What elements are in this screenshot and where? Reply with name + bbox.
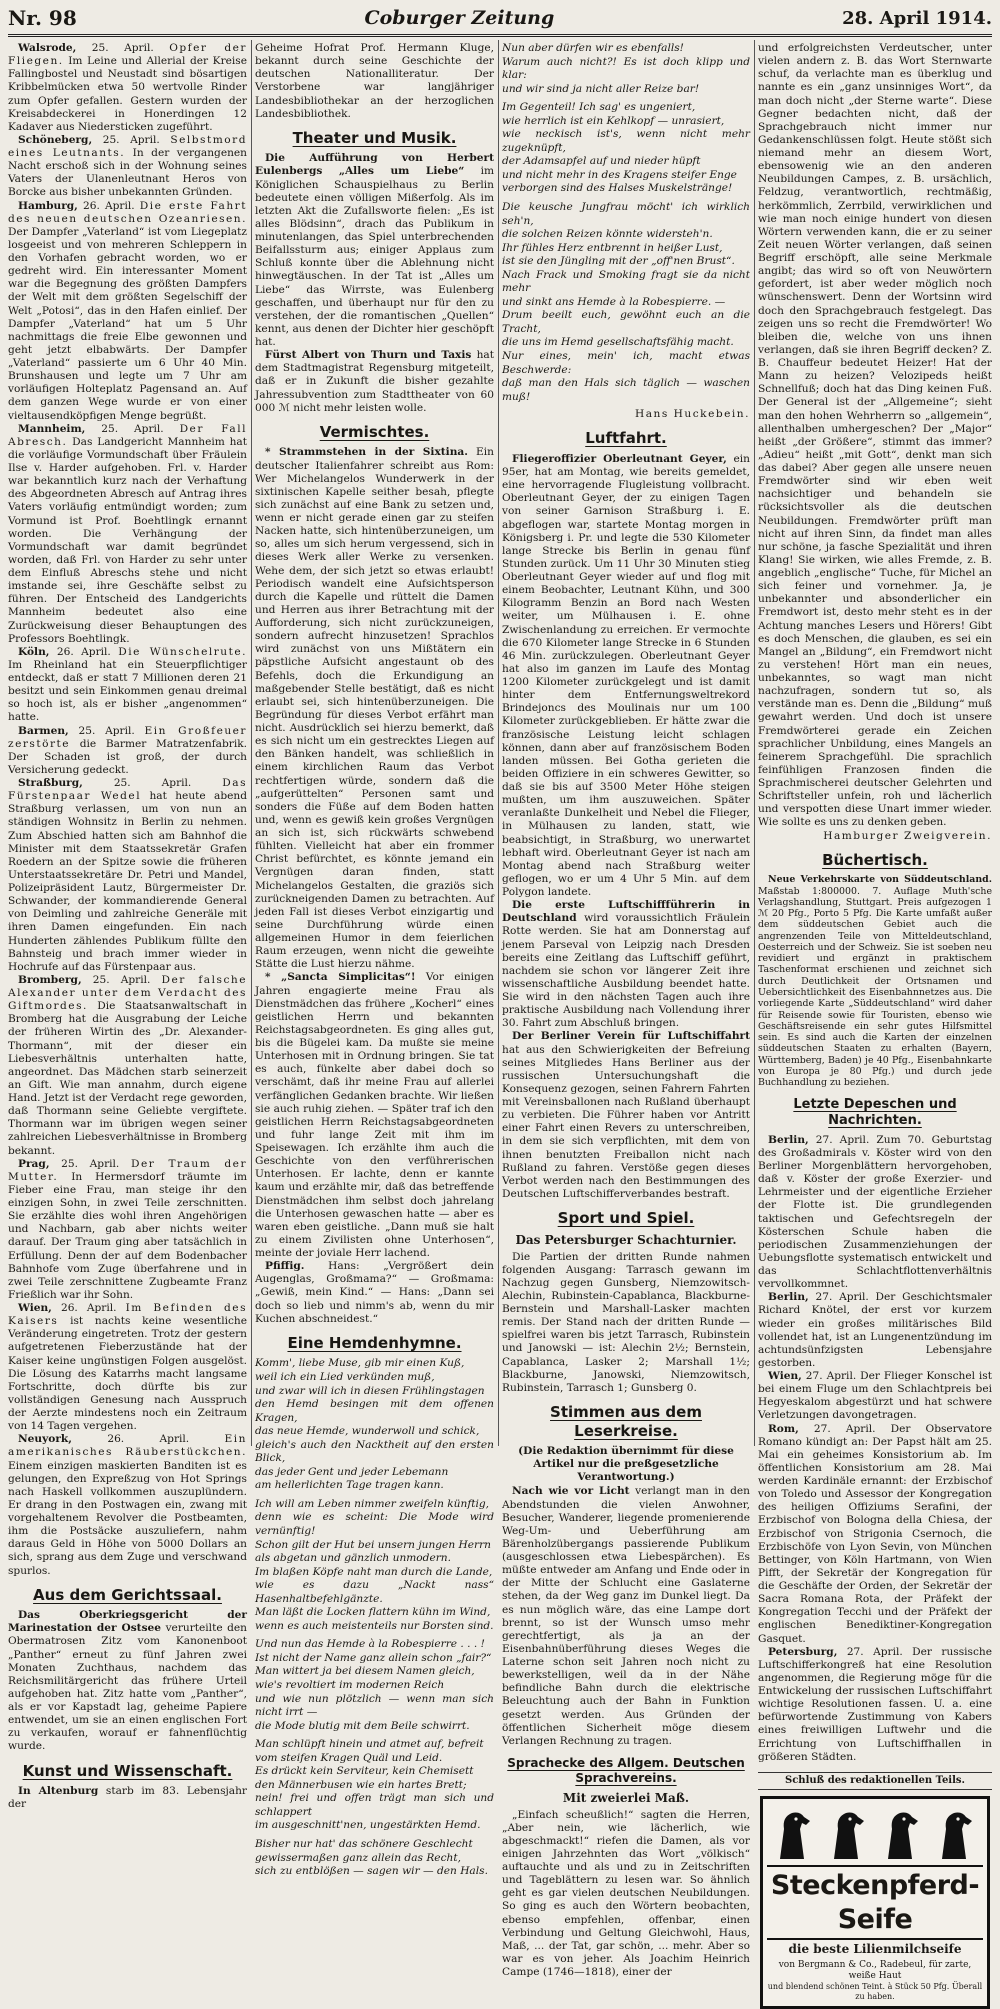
article-text: verurteilte den Obermatrosen Zitz vom Kanonenboot „Panther“ erneut zu fünf Jahren zwei Monaten Zuchthaus, nachdem das Reichsmilitärgericht das frühere Urteil aufgehoben hat. Zitz hatte vom „Panther“, als er vor Kapstadt lag, geheime Papiere entwendet, um sie an einen englischen Fort zu verkaufen, worauf er fahnenflüchtig wurde. <box>8 1622 248 1753</box>
poem-continuation <box>502 42 750 404</box>
article-thurn-taxis <box>255 349 494 415</box>
poem-line: Komm', liebe Muse, gib mir einen Kuß, <box>255 1357 465 1370</box>
ad-brand: Steckenpferd-Seife <box>767 1865 983 1940</box>
section-heading-kunst: Kunst und Wissenschaft. <box>22 1761 233 1780</box>
hobby-horse-icon <box>824 1809 872 1861</box>
article-verkehrskarte <box>758 874 992 1088</box>
dateline: Rom, <box>768 1422 799 1435</box>
poem-line: ist sie den Jüngling mit der „off'nen Brust“. <box>502 255 735 268</box>
poem-line: und nicht mehr in des Kragens steifer Enge <box>502 168 737 181</box>
article-lead: Die Aufführung von Herbert Eulenbergs „Alles um Liebe“ <box>255 152 494 178</box>
article-altenburg <box>8 1785 247 1811</box>
article-licht <box>502 1485 750 1748</box>
dateline: Straßburg, <box>18 777 83 789</box>
article-date: 26. April. <box>83 199 135 212</box>
article-strassburg <box>8 777 247 974</box>
poem-line: Schon gilt der Hut bei unsern jungen Herrn <box>255 1538 491 1551</box>
poem-line: und sinkt ans Hemde à la Robespierre. — <box>502 295 726 308</box>
poem-line: der Adamsapfel auf und nieder hüpft <box>502 155 701 168</box>
section-heading-hemdenhymne: Eine Hemdenhymne. <box>287 1333 462 1352</box>
article-prag <box>8 1158 247 1302</box>
article-lead: Pfiffig. <box>265 1260 305 1273</box>
dateline: Berlin, <box>768 1133 809 1146</box>
article-berliner-verein <box>502 1030 750 1201</box>
article-lead: Der Berliner Verein für Luftschiffahrt <box>512 1030 750 1043</box>
poem-line: sich zu entblößen — sagen wir — den Hals. <box>255 1865 488 1878</box>
article-text: Der russische Luftschifferkongreß hat eine Resolution angenommen, die Regierung möge für die Entwickelung der russischen Luftschiffahrt wichtige Resolutionen fassen. U. a. eine befürwortende Zustimmung von Kabers eines freiwilligen Luftwehr und die Errichtung von Luftschiffhallen in größeren Städten. <box>758 1645 992 1763</box>
article-date: 27. April. <box>813 1422 876 1435</box>
article-text: im Königlichen Schauspielhaus zu Berlin bedeutete einen völligen Mißerfolg. Als im letzten Akt die Zufallsworte fielen: „Es ist alles Blödsinn“, drach das Publikum in minutenlangen, das Spiel unterbrechenden Beifallssturm aus; einiger Applaus zum Schluß konnte über die Ablehnung nicht hinwegtäuschen. In der Tat ist „Alles um Liebe“ das Wirrste, was Eulenberg geschaffen, und überhaupt nur für den zu verstehen, der die romantischen „Quellen“ kennt, aus denen der Dichter hier geschöpft hat. <box>255 165 495 349</box>
article-text: Im Leine und Allerial der Kreise Fallingbostel und Neustadt sind bösartigen Kribbelmücken etwa 50 wertvolle Rinder zum Opfer gefallen. Gestern wurden der Kreisabdeckerei in Honerdingen 12 Kadaver aus Niedersticken zugeführt. <box>8 55 247 133</box>
article-lead: Der Traum der Mutter. <box>8 1157 248 1183</box>
dateline: Wien, <box>18 1302 52 1314</box>
subheading-schachturnier: Das Petersburger Schachturnier. <box>515 1232 737 1247</box>
poem-line: gewissermaßen ganz allein das Recht, <box>255 1851 461 1864</box>
article-lead: Opfer der Fliegen. <box>8 42 247 68</box>
masthead-rule <box>8 34 992 37</box>
advertisement-steckenpferd <box>760 1796 990 2009</box>
hobby-horse-illustration <box>767 1803 983 1861</box>
poem-hemdenhymne <box>255 1357 494 1878</box>
dateline: Berlin, <box>768 1291 809 1304</box>
ad-tagline: und blendend schönen Teint. à Stück 50 Pfg. Überall zu haben. <box>767 1982 983 2002</box>
article-date: 25. April. <box>101 422 164 435</box>
article-mannheim <box>8 423 247 646</box>
article-date: 25. April. <box>78 724 135 737</box>
issue-date: 28. April 1914. <box>842 7 992 29</box>
column-3 <box>502 42 750 1979</box>
hobby-horse-icon <box>878 1809 926 1861</box>
poem-line: weil ich ein Lied verkünden muß, <box>255 1370 435 1383</box>
newspaper-title: Coburger Zeitung <box>364 7 555 29</box>
article-lead: Im Befinden des Kaisers <box>8 1302 248 1328</box>
section-heading-theater: Theater und Musik. <box>292 128 457 147</box>
section-heading-sprachecke: Sprachecke des Allgem. Deutschen Sprachvereins. <box>507 1755 745 1785</box>
article-lead: In Altenburg <box>18 1785 99 1798</box>
poem-line: nein! frei und offen trägt man sich und schlappert <box>255 1792 494 1818</box>
article-lead: Ein Großfeuer zerstörte <box>8 724 247 750</box>
dispatch-berlin-koester <box>758 1134 992 1292</box>
article-continuation: Geheime Hofrat Prof. Hermann Kluge, bekannt durch seine Geschichte der deutschen Nationalliteratur. Der Verstorbene war langjähriger Landesbibliothekar an der herzoglichen Landesbibliothek. <box>255 42 494 120</box>
poem-line: und wir sind ja nicht aller Reize bar! <box>502 82 700 95</box>
issue-number: Nr. 98 <box>8 6 77 30</box>
masthead <box>8 4 992 32</box>
poem-line: den Männerbusen wie ein hartes Brett; <box>255 1778 467 1791</box>
poem-line: und zwar will ich in diesen Frühlingstagen <box>255 1384 485 1397</box>
article-date: 25. April. <box>113 777 192 789</box>
article-eulenberg <box>255 152 494 349</box>
section-heading-gerichtssaal: Aus dem Gerichtssaal. <box>33 1585 222 1604</box>
article-text: starb im 83. Lebensjahr der <box>8 1785 247 1811</box>
article-text: Hans: „Vergrößert dein Augenglas, Großmama?“ — Großmama: „Gewiß, mein Kind.“ — Hans: „Dann sei doch so lieb und nimm's ab, wenn du mir Kuchen abschneidest.“ <box>255 1260 494 1325</box>
column-divider <box>251 40 252 1446</box>
poem-line: im ausgeschnitt'nen, ungestärkten Hemd. <box>255 1819 481 1832</box>
article-text: In Hermersdorf träumte im Fieber eine Frau, man steige ihr den einzigen Sohn, in zwei Teile zerschnitten. Sie erzählte dies wohl ihren Angehörigen und Nachbarn, gab aber nichts weiter darauf. Der Traum ging aber tatsächlich in Erfüllung. Denn der auf dem Bodenbacher Bahnhofe vom Zuge überfahrene und in zwei Teile zerschnittene Zugbeamte Franz Frießlich war ihr Sohn. <box>8 1170 248 1301</box>
section-heading-vermischtes: Vermischtes. <box>319 422 430 441</box>
article-barmen <box>8 725 247 778</box>
article-continuation: und erfolgreichsten Verdeutscher, unter vielen andern z. B. das Wort Sternwarte schuf, da verlachte man es überklug und nannte es ein „ganz unsinniges Wort“, da man doch nicht „der Sterne warte“. Diese Gegner bedachten nicht, daß der Sprachgebrauch nicht immer nur Gedankenschlüssen folgt. Heute stößt sich niemand mehr an diesem Wort, ebensowenig wie an den anderen Neubildungen Campes, z. B. ursächlich, Feldzug, verantwortlich, rechtmäßig, herkömmlich, Zerrbild, verwirklichen und wie man noch einige hundert von diesen Wörtern verwenden kann, die er zu seiner Zeit neuen Wörter verlangen, daß seinen Begriff erschöpft, alle seine Merkmale angibt; das wird so oft von Neuwörtern gefordert, ist aber weder möglich noch wünschenswert. Denn der Wortsinn wird doch den Sprachgebrauch festgelegt. Das zeigen uns so recht die Fremdwörter! Wo bleiben die, welche von uns ihnen verlangen, daß sie ihren Begriff decken? Z. B. Chauffeur bedeutet Heizer! Hat der Mann zu heizen? Velozipeds heißt Schnellfuß; doch hat das Ding keinen Fuß. Der General ist der „Allgemeine“; sieht man den hohen Wehrherrn so „allgemein“, allenthalben umhergeschen? Der „Major“ heißt „der Größere“, stimmt das immer? „Adieu“ heißt „mit Gott“, denkt man sich das dabei? Aber gegen alle unsere neuen Fremdwörter sind wir eben weit nachsichtiger und behandeln sie rücksichtsvoller als die deutschen Neubildungen. Fremdwörter prüft man nicht auf ihren Sinn, da findet man alles nur schöne, ja fasche Spezialität und ihren Klang! Sie wirken, wie alles Fremde, z. B. angeblich „englische“ Tuche, für Michel an sich feiner und vornehmer. Ja, je unbekannter und absonderlicher ein Fremdwort ist, desto mehr steht es in der Achtung manches Lesers und Hörers! Gibt es doch Menschen, die glauben, es sei ein Mangel an „Bildung“, ein Fremdwort nicht zu verstehen! Hört man ein neues, unbekanntes, so wagt man nicht nachzufragen, sondern tut so, als verstände man es. Denn die „Bildung“ muß gewahrt werden. Und doch ist unsere Fremdwörterei gerade ein Zeichen sprachlicher Unbildung, eines Mangels an feinerem Sprachgefühl. Die sprachlich feinfühligen Franzosen finden die Sprachmischerei deutscher Gelehrten und Schriftsteller unfein, roh und lächerlich und verspotten diese Unart immer wieder. Wie sollte es uns zu denken geben. <box>758 42 992 829</box>
article-lead: Ein amerikanisches Räuberstückchen. <box>8 1433 247 1459</box>
article-lead: * Strammstehen in der Sixtina. <box>265 446 468 459</box>
dateline: Barmen, <box>18 724 69 737</box>
column-1 <box>8 42 248 1811</box>
article-date: 25. April. <box>102 133 160 146</box>
column-4 <box>758 42 993 2002</box>
article-date: 26. April. <box>56 645 111 658</box>
poem-line: wie neckisch ist's, wenn nicht mehr zugeknüpft, <box>502 128 750 154</box>
article-text: Im Rheinland hat ein Steuerpflichtiger entdeckt, daß er statt 7 Millionen deren 21 besitzt und sein Einkommen genau dreimal so hoch ist, als er bisher „angenommen“ hatte. <box>8 658 247 724</box>
article-lead: Fliegeroffizier Oberleutnant Geyer, <box>512 452 727 465</box>
article-text: Die Staatsanwaltschaft in Bromberg hat die Ausgrabung der Leiche der früheren Wirtin des „Dr. Alexander-Thormann“, mit der dieser ein Liebesverhältnis unterhalten hatte, angeordnet. Das Mädchen starb seinerzeit an Gift. Wie man annahm, durch eigene Hand. Jetzt ist der Verdacht rege geworden, daß Thormann seine Geliebte vergiftete. Thormann war im übrigen wegen seiner zahlreichen Liebesverhältnisse in Bromberg bekannt. <box>8 1000 247 1157</box>
poem-line: Im blaßen Köpfe naht man durch die Lande, <box>255 1565 493 1578</box>
poem-line: als abgetan und gänzlich unmodern. <box>255 1552 451 1565</box>
poem-line: Man wittert ja bei diesem Namen gleich, <box>255 1665 475 1678</box>
article-text: hat aus den Schwierigkeiten der Befreiung seines Mitgliedes Hans Berliner aus der russischen Untersuchungshaft die Konsequenz gezogen, seinen Fahrern Fahrten mit Vereinsballonen nach Rußland überhaupt zu verbieten. Die Führer haben vor Antritt einer Fahrt einen Revers zu unterschreiben, in dem sie sich verpflichten, mit dem von ihnen benutzten Freiballon nicht nach Rußland zu fahren. Verstöße gegen dieses Verbot werden nach den Bestimmungen des Deutschen Luftschifferverbandes bestraft. <box>502 1043 750 1200</box>
article-date: 25. April. <box>91 42 154 54</box>
dateline: Neuyork, <box>18 1433 72 1446</box>
article-date: 26. April. <box>60 1302 117 1314</box>
article-geyer <box>502 453 750 899</box>
poem-line: Es drückt kein Serviteur, kein Chemisett <box>255 1765 474 1778</box>
poem-line: wenn es auch meistenteils nur Borsten sind. <box>255 1619 494 1632</box>
dateline: Mannheim, <box>18 422 86 435</box>
article-lead: Der falsche Alexander unter dem Verdacht des Giftmordes. <box>8 973 247 1013</box>
article-lead: Das Fürstenpaar Wedel <box>8 777 248 803</box>
article-luftschiffuehrerin <box>502 899 750 1030</box>
poem-line: wie's revoltiert im modernen Reich <box>255 1678 445 1691</box>
poem-line: den Hemd besingen mit dem offenen Kragen, <box>255 1398 494 1424</box>
subheading-zweierlei-mass: Mit zweierlei Maß. <box>562 1790 690 1805</box>
article-bromberg <box>8 974 247 1158</box>
article-schoeneberg <box>8 134 247 200</box>
poem-line: wie es dazu „Nackt nass“ Hasenhaltbefehlgänzte. <box>255 1579 494 1605</box>
article-text: In der vergangenen Nacht erschoß sich in der Wohnung seines Vaters der Ulanenleutnant Heros von Borcke aus bisher unbekannten Gründen. <box>8 147 247 199</box>
article-koeln <box>8 646 247 725</box>
dispatch-petersburg <box>758 1646 992 1764</box>
poem-line: das jeder Gent und jeder Lebemann <box>255 1465 449 1478</box>
poem-line: Bisher nur hat' das schönere Geschlecht <box>255 1838 473 1850</box>
column-divider <box>754 40 755 1446</box>
section-heading-luftfahrt: Luftfahrt. <box>585 429 667 448</box>
poem-line: am hellerlichten Tage tragen kann. <box>255 1479 444 1492</box>
poem-line: Nun aber dürfen wir es ebenfalls! <box>502 42 684 54</box>
article-text: Maßstab 1:800000. 7. Auflage Muth'sche Verlagshandlung, Stuttgart. Preis aufgezogen 1 ℳ 20 Pfg., Porto 5 Pfg. Die Karte umfaßt außer dem süddeutschen Gebiet auch die angrenzenden Teile von Mitteldeutschland, Oesterreich und der Schweiz. Sie ist soeben neu revidiert und ergänzt in praktischem Taschenformat erschienen und zeichnet sich durch Deutlichkeit der Ortsnamen und Uebersichtlichkeit des Eisenbahnnetzes aus. Die vorliegende Karte „Süddeutschland“ wird daher für Reisende sowie für Touristen, ebenso wie Geschäftsreisende ein sehr gutes Hilfsmittel sein. Es sind auch die Karten der einzelnen süddeutschen Staaten zu erhalten (Bayern, Württemberg, Baden) je 40 Pfg., Eisenbahnkarte von Europa je 80 Pfg.) und durch jede Buchhandlung zu beziehen. <box>758 885 992 1089</box>
dispatch-berlin-knoetel <box>758 1291 992 1370</box>
article-lead: Das Oberkriegsgericht der Marinestation der Ostsee <box>8 1609 247 1635</box>
dateline: Köln, <box>18 645 50 658</box>
dateline: Bromberg, <box>18 973 82 986</box>
article-text: Ein deutscher Italienfahrer schreibt aus Rom: Wer Michelangelos Wunderwerk in der sixtinischen Kapelle seither besah, pflegte sich zunächst auf eine Bank zu setzen und, wenn er nicht gerade einen gar zu steifen Nacken hatte, sich hintenüberzuneigen, um so, alles um sich herum vergessend, sich in dieses Werk aller Werke zu versenken. Wehe dem, der sich jetzt so etwas erlaubt! Periodisch wandelt eine Aufsichtsperson durch die Kapelle und rüttelt die Damen und Herren aus ihrer Betrachtung mit der Aufforderung, sich nicht zurückzuneigen, sondern aufrecht hinzusetzen! Sprachlos wird zunächst von uns Mißtätern ein päpstliche Aufsicht angestaunt ob des Befehls, doch die Erkundigung an maßgebender Stelle bestätigt, daß es nicht erlaubt sei, sich hintenüberzuneigen. Die Begründung für dieses Verbot erfährt man nicht. Ausdrücklich sei hierzu bemerkt, daß es sich nicht um ein gestrecktes Liegen auf den Bänken handelt, was schließlich in einem kirchlichen Raum das Verbot rechtfertigen würde, sondern daß die „aufgerüttelten“ Personen samt und sonders die Füße auf dem Boden hatten und, wenn es gewiß kein großes Vergnügen an sich ist, sich rückwärts schwebend fühlten. Vielleicht hat aber ein frommer Christ befürchtet, es könnte jemand ein Vergnügen daran finden, statt Michelangelos Gestalten, die graziös sich zurückneigenden Damen zu betrachten. Auf jeden Fall ist dieses Verbot einzigartig und seine Durchführung würde einen allgemeinen Humor in dem feierlichen Raum erzeugen, wenn nicht die geweihte Stätte die Lust hierzu nähme. <box>255 446 494 971</box>
ad-claim: die beste Lilienmilchseife <box>788 1942 962 1957</box>
article-sixtina <box>255 446 494 971</box>
article-lead: * „Sancta Simplicitas“! <box>265 971 416 984</box>
poem-line: Nach Frack und Smoking fragt sie da nicht mehr <box>502 268 750 295</box>
article-schach: Die Partien der dritten Runde nahmen folgenden Ausgang: Tarrasch gewann im Nachzug gegen Gunsberg, Niemzowitsch-Alechin, Rubinstein-Capablanca, Blackburne-Bernstein und Marshall-Lasker machten remis. Der Stand nach der dritten Runde — spielfrei waren bis jetzt Tarrasch, Rubinstein und Janowski — ist: Alechin 2½; Bernstein, Capablanca, Lasker 2; Marshall 1½; Blackburne, Janowski, Niemzowitsch, Rubinstein, Tarrasch 1; Gunsberg 0. <box>502 1250 750 1394</box>
editorial-note: (Die Redaktion übernimmt für diese Artikel nur die preßgesetzliche Verantwortung.) <box>518 1445 734 1484</box>
dateline: Schöneberg, <box>18 133 93 146</box>
article-text: Der Observatore Romano kündigt an: Der Papst hält am 25. Mai ein geheimes Konsistorium ab. Im öffentlichen Konsistorium am 28. Mai werden Kardinäle ernannt: der Erzbischof von Toledo und Assessor der Kongregation des heiligen Offiziums Serafini, der Erzbischof von Bologna della Chiesa, der Erzbischof von Strigonia Csernoch, die Erzbischöfe von Lyon Sevin, von München Bettinger, von Köln Hartmann, von Wien Pifft, der Sekretär der Kongregation für die Geschäfte der Orden, der Sekretär der Sacra Romana Rota, der Präfekt der Kongregation Tecchi und der Präfekt der englischen Benediktiner-Kongregation Gasquet. <box>758 1422 993 1645</box>
poem-line: Man schlüpft hinein und atmet auf, befreit <box>255 1738 484 1751</box>
poem-signature: Hans Huckebein. <box>635 408 750 421</box>
poem-line: gleich's auch den Nacktheit auf den ersten Blick, <box>255 1438 494 1465</box>
article-lead: Die Wünschelrute. <box>118 645 248 658</box>
article-text: Der Flieger Konschel ist bei einem Fluge um den Schlachtpreis bei Hegyeskalom abgestürzt und hat schwere Verletzungen davongetragen. <box>758 1370 992 1422</box>
article-newyork <box>8 1433 247 1577</box>
article-text: Zum 70. Geburtstag des Großadmirals v. Köster wird von den Berliner Morgenblättern hervorgehoben, daß v. Köster der große Exerzier- und Lehrmeister und der eigentliche Erzieher der Flotte ist. Die grundlegenden taktischen und Gefechtsregeln der Kösterschen Schule haben die periodischen Zusammenziehungen der Uebungsflotte systematisch entwickelt und das Schlachtflottenverhältnis vervollkommnet. <box>758 1133 993 1291</box>
poem-line: die uns im Hemd gesellschaftsfähig macht. <box>502 336 734 349</box>
poem-line: daß man den Hals sich täglich — waschen muß! <box>502 377 750 403</box>
poem-line: die Mode blutig mit dem Beile schwirrt. <box>255 1719 470 1732</box>
article-text: Der Geschichtsmaler Richard Knötel, der erst vor kurzem wieder ein großes militärisches Bild vollendet hat, ist an Lungenentzündung im achtundsünfzigsten Lebensjahre gestorben. <box>758 1291 992 1369</box>
article-sprachecke: „Einfach scheußlich!“ sagten die Herren, „Aber nein, wie lächerlich, wie abgeschmackt!“ riefen die Damen, als vor einigen Jahrzehnten das Wort „völkisch“ auftauchte und als und zu in Zeitschriften und Tageblättern zu lesen war. So ähnlich geht es gar vielen deutschen Neubildungen. So ging es auch den Wörtern beobachten, ebenso empfehlen, offenbar, einen Verbindung und Geltung Gleichwohl, Haus, Maß, ... der Tat, gar schön, ... mehr. Aber so war es von jeher. Als Joachim Heinrich Campe (1746—1818), einer der <box>502 1808 750 1979</box>
poem-line: Die keusche Jungfrau möcht' ich wirklich seh'n, <box>502 201 750 227</box>
poem-line: Nur eines, mein' ich, macht etwas Beschwerde: <box>502 350 750 376</box>
article-text: ist nachts keine wesentliche Veränderung eingetreten. Trotz der gestern aufgetretenen Fieberzustände hat der Kaiser keine ungünstigen Folgen ausgelöst. Die Lösung des Katarrhs macht langsame Fortschritte, doch dürfte bis zur vollständigen Genesung nach Ausspruch der Aerzte mindestens noch ein Zeitraum von 14 Tagen vergehen. <box>8 1315 247 1433</box>
dateline: Walsrode, <box>18 42 77 54</box>
article-lead: Der Fall Abresch. <box>8 422 248 448</box>
section-heading-sport: Sport und Spiel. <box>557 1209 695 1228</box>
article-walsrode <box>8 42 247 134</box>
dateline: Wien, <box>768 1370 802 1383</box>
poem-line: die solchen Reizen könnte widersteh'n. <box>502 228 713 241</box>
poem-line: Und nun das Hemde à la Robespierre . . . ! <box>255 1638 485 1651</box>
section-heading-buechertisch: Büchertisch. <box>822 850 928 869</box>
article-text: wird voraussichtlich Fräulein Rotte werden. Sie hat am Donnerstag auf jenem Parseval von Leipzig nach Dresden bereits eine Zeitlang das Luftschiff geführt, nachdem sie schon vor längerer Zeit ihre wissenschaftliche Ausbildung beendet hatte. Sie wird in den nächsten Tagen auch ihre praktische Ausbildung nach Vollendung ihrer 30. Fahrt zum Abschluß bringen. <box>502 912 750 1030</box>
poem-line: und wie nun plötzlich — wenn man sich nicht irrt — <box>255 1692 494 1719</box>
poem-line: verborgen sind des Halses Muskelstränge! <box>502 182 733 195</box>
article-text: die Barmer Matratzenfabrik. Der Schaden ist groß, der durch Versicherung gedeckt. <box>8 737 247 776</box>
article-text: Der Dampfer „Vaterland“ ist vom Liegeplatz losgeeist und von mehreren Schleppern in den Vorhafen gebracht worden, wo er gedreht wird. Ein interessanter Moment war die Begegnung des größten Dampfers der Welt mit dem größten Segelschiff der Welt „Potosi“, das in den Hafen einlief. Der Dampfer „Vaterland“ hat um 5 Uhr nachmittags die freie Elbe gewonnen und geht jetzt elbabwärts. Der Dampfer „Vaterland“ passierte um 6 Uhr 40 Min. Brunshausen und legte um 7 Uhr am vorläufigen Holteplatz Pagensand an. Auf dem ganzen Wege wurde er von einer vieltausendköpfigen Menge begrüßt. <box>8 225 247 422</box>
dispatch-wien <box>758 1370 992 1423</box>
article-lead: Die erste Fahrt des neuen deutschen Ozeanriesen. <box>8 199 248 225</box>
article-text: Vor einigen Jahren engagierte meine Frau als Dienstmädchen das frühere „Kocherl“ eines geistlichen Herrn und bekannten Reichstagsabgeordneten. Es ging alles gut, bis die Bügelei kam. Da mußte sie meine Unterhosen mit in Ordnung bringen. Sie tat es auch, fünkelte aber dabei doch so verschämt, daß ihr meine Frau auf allerlei verfänglichen Gedanken brachte. Wir ließen sie auch ruhig ziehen. — Später traf ich den geistlichen Herrn Reichstagsabgeordneten und fuhr lange Zeit mit ihm im Speisewagen. Ich erzählte ihm auch die Geschichte von den verführerischen Unterhosen. Er lachte, denn er kannte kaum und erzählte mir, daß das betreffende Dienstmädchen ihm selbst doch jahrelang die Unterhosen gewaschen hatte — aber es waren eben geistliche. „Dann muß sie halt zu einem Zivilisten ohne Unterhosen“, meinte der joviale Herr lachend. <box>255 971 495 1260</box>
section-heading-leserkreise: Stimmen aus dem Leserkreise. <box>550 1402 702 1440</box>
ad-firm: von Bergmann & Co., Radebeul, für zarte, weiße Haut <box>778 1959 972 1982</box>
article-lead: Fürst Albert von Thurn und Taxis <box>265 349 472 362</box>
article-oberkriegsgericht <box>8 1609 247 1753</box>
article-date: 25. April. <box>61 1157 120 1170</box>
article-date: 25. April. <box>92 973 151 986</box>
poem-line: Warum auch nicht?! Es ist doch klipp und klar: <box>502 55 750 82</box>
poem-line: Ihr fühles Herz entbrennt in heißer Lust, <box>502 241 723 254</box>
article-text: Einem einzigen maskierten Banditen ist es gelungen, den Expreßzug von Hot Springs nach Haskell vollkommen auszuplündern. Er drang in den Postwagen ein, zwang mit vorgehaltenem Revolver die Postbeamten, ihm die Postsäcke auszuliefern, nahm daraus Geld in Höhe von 5000 Dollars an sich, sprang aus dem Zuge und verschwand spurlos. <box>8 1459 247 1577</box>
article-lead: Neue Verkehrskarte von Süddeutschland. <box>768 874 992 886</box>
article-hamburg <box>8 200 247 423</box>
article-text: Das Landgericht Mannheim hat die vorläufige Vormundschaft über Fräulein Ilse v. Harder aufgehoben. Frl. v. Harder war bekanntlich kurz nach der Verhaftung des Abgeordneten Abresch auf Antrag ihres Vaters vorläufig entmündigt worden; zum Vormund ist Prof. Boehtlingk ernannt worden. Die Verhängung der Vormundschaft war damit begründet worden, daß Frl. von Harder zu sehr unter dem Einfluß Abreschs stehe und nicht imstande sei, ihre Geschäfte selbst zu führen. Der Entscheid des Landgerichts Mannheim bedeutet also eine Zurückweisung dieser Behauptungen des Professors Boehtlingk. <box>8 435 247 645</box>
poem-line: Man läßt die Locken flattern kühn im Wind, <box>255 1606 491 1619</box>
poem-line: das neue Hemde, wunderwoll und schick, <box>255 1425 480 1438</box>
article-lead: Nach wie vor Licht <box>512 1485 630 1498</box>
dispatch-rom <box>758 1423 992 1646</box>
poem-line: Im Gegenteil! Ich sag' es ungeniert, <box>502 101 696 114</box>
article-date: 27. April. <box>815 1133 870 1146</box>
article-date: 27. April. <box>846 1645 903 1658</box>
article-lead: Die erste Luftschiffführerin in Deutschland <box>502 899 750 925</box>
article-wien <box>8 1302 247 1433</box>
section-heading-depeschen: Letzte Depeschen und Nachrichten. <box>793 1096 957 1128</box>
article-text: hat dem Stadtmagistrat Regensburg mitgeteilt, daß er in Zukunft die bisher gezahlte Jahressubvention zum Stadttheater von 60 000 ℳ nicht mehr leisten wolle. <box>255 349 494 414</box>
article-text: verlangt man in den Abendstunden die vielen Anwohner, Besucher, Wanderer, liegende promenierende Weg-Um- und Ueberführung am Bärenholzübergangs passierende Publikum (ausgeschlossen etwa Liebespärchen). Es müßte entweder am Anfang und Ende oder in der Mitte der Schlucht eine Gaslaterne stehen, da der Weg ganz im Dunkel liegt. Da es nun möglich wäre, das eine Lampe dort brennt, so ist der Wunsch umso mehr gerechtfertigt, als ja an der Eisenbahnüberführung dieses Weges die Laterne schon seit Jahren noch nicht zu bewerkstelligen, weil da in der Nähe befindliche Bahn durch die elektrische Beleuchtung auch der Bahn in Funktion gesetzt werden. Aus Gründen der öffentlichen Sicherheit möge diesem Verlangen Rechnung zu tragen. <box>502 1485 750 1747</box>
hobby-horse-icon <box>770 1809 818 1861</box>
article-text: ein 95er, hat am Montag, wie bereits gemeldet, eine hervorragende Flugleistung vollbracht. Oberleutnant Geyer, der zu einigen Tagen von seiner Garnison Straßburg i. E. abgeflogen war, startete Montag morgen in Königsberg i. Pr. und legte die 530 Kilometer lange Strecke bis Berlin in genau fünf Stunden zurück. Um 11 Uhr 30 Minuten stieg Oberleutnant Geyer wieder auf und flog mit einem Beobachter, Leutnant Kühn, und 300 Kilogramm Benzin an Bord nach Westen weiter, um Mülhausen i. E. ohne Zwischenlandung zu erreichen. Er vermochte die 670 Kilometer lange Strecke in 6 Stunden 46 Min. zurückzulegen. Oberleutnant Geyer hat also im ganzen im Laufe des Montag 1200 Kilometer zurückgelegt und ist damit hinter dem Entfernungsweltrekord Brindejoncs des Moulinais nur um 100 Kilometer zurückgeblieben. Er hätte zwar die französische Leistung leicht schlagen können, dann aber auf französischem Boden landen müssen. Bei Gotha gerieten die beiden Offiziere in ein schweres Gewitter, so daß sie bis auf 3500 Meter Höhe steigen mußten, um ihm auszuweichen. Später veranlaßte Dunkelheit und Nebel die Flieger, in Mülhausen zu landen, statt, wie beabsichtigt, in Straßburg, wo unerwartet lebhaft wird. Oberleutnant Geyer ist nach am Montag abend nach Straßburg weiter geflogen, wo er um 4 Uhr 5 Min. auf dem Polygon landete. <box>502 452 750 899</box>
poem-line: Ich will am Leben nimmer zweifeln künftig, <box>255 1497 490 1510</box>
article-pfiffig <box>255 1260 494 1326</box>
dateline: Prag, <box>18 1157 50 1170</box>
column-divider <box>498 40 499 1446</box>
dateline: Petersburg, <box>768 1645 838 1658</box>
poem-line: Drum beeilt euch, gewöhnt euch an die Tracht, <box>502 309 750 335</box>
column-2 <box>255 42 495 1878</box>
poem-line: Ist nicht der Name ganz allein schon „fair?“ <box>255 1651 492 1664</box>
article-text: hat heute abend Straßburg verlassen, um von nun an ständigen Wohnsitz in Berlin zu nehmen. Zum Abschied hatten sich am Bahnhof die Minister mit dem Staatssekretär Grafen Roedern an der Spitze sowie die früheren Unterstaatssekretäre Dr. Petri und Mandel, Polizeipräsident Lautz, Bürgermeister Dr. Schwander, der kommandierende General von Deimling und zahlreiche Generäle mit ihren Damen eingefunden. Ein nach Hunderten zählendes Publikum füllte den Bahnsteig und brach immer wieder in Hochrufe auf das Fürstenpaar aus. <box>8 790 247 973</box>
poem-line: vom steifen Kragen Quäl und Leid. <box>255 1751 443 1764</box>
poem-line: denn wie es scheint: Die Mode wird vernünftig! <box>255 1511 494 1537</box>
poem-line: wie herrlich ist ein Kehlkopf — unrasiert, <box>502 114 725 127</box>
article-lead: Selbstmord eines Leutnants. <box>8 133 247 159</box>
article-date: 27. April. <box>805 1370 857 1383</box>
article-simplicitas <box>255 971 494 1260</box>
dateline: Hamburg, <box>18 199 78 212</box>
article-date: 27. April. <box>815 1291 869 1304</box>
end-of-editorial-note: Schluß des redaktionellen Teils. <box>758 1772 992 1790</box>
hobby-horse-icon <box>932 1809 980 1861</box>
article-date: 26. April. <box>107 1433 190 1446</box>
article-signature: Hamburger Zweigverein. <box>823 829 992 842</box>
